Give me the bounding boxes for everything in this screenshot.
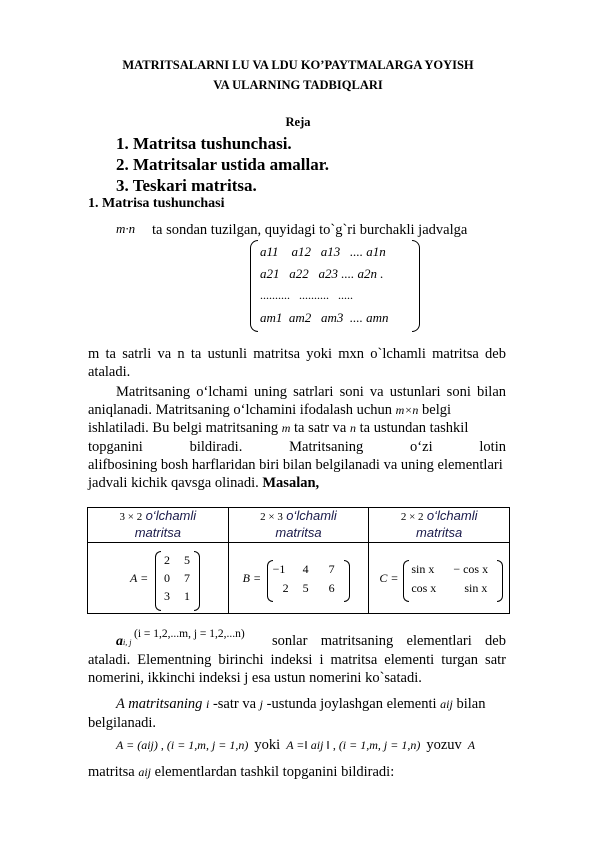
matrix-a-name: A = bbox=[130, 571, 149, 585]
right-paren bbox=[412, 240, 420, 332]
para1-line2: ataladi. bbox=[88, 364, 131, 380]
para2-line2: aniqlanadi. Matritsaning o‘lchamini ifodalash uchun m×n belgi bbox=[88, 402, 452, 418]
matrix-cell: 0 bbox=[164, 571, 170, 585]
matrix-cell: sin x bbox=[411, 562, 435, 576]
matrix-cell: 2 bbox=[282, 581, 289, 595]
section-heading: 1. Matrisa tushunchasi bbox=[88, 196, 225, 211]
matrix-cell: sin x bbox=[464, 581, 488, 595]
matrix-cell: 3 bbox=[164, 589, 170, 603]
plan-item-3: 3. Teskari matritsa. bbox=[116, 176, 257, 195]
para4-line1: A matritsaning i -satr va j -ustunda joylashgan elementi aij bilan bbox=[116, 696, 486, 712]
plan-item-2: 2. Matritsalar ustida amallar. bbox=[116, 155, 329, 174]
examples-table bbox=[87, 507, 510, 614]
intro-math: m·n bbox=[116, 221, 136, 236]
matrix-row-2: a21 a22 a23 .... a2n . bbox=[260, 266, 384, 281]
para2-line6: jadvali kichik qavsga olinadi. Masalan, bbox=[88, 475, 320, 491]
left-paren bbox=[155, 551, 161, 611]
example-matrix-a bbox=[88, 543, 229, 614]
para5-line1: A = (aij) , (i = 1,m, j = 1,n) yoki A =‖ aij ‖ , (i = 1,m, j = 1,n) yozuv A bbox=[116, 737, 476, 753]
para1-line1: m ta satrli va n ta ustunli matritsa yoki mxn o`lchamli matritsa deb bbox=[88, 346, 506, 362]
matrix-cell: 7 bbox=[184, 571, 190, 585]
general-matrix bbox=[250, 240, 420, 332]
para2-line5: alifbosining bosh harflaridan biri bilan belgilanadi va uning elementlari bbox=[88, 457, 503, 473]
left-paren bbox=[250, 240, 258, 332]
para2-line4: topganini bildiradi. Matritsaning o‘zi lotin bbox=[88, 439, 506, 455]
matrix-c-name: C = bbox=[379, 571, 399, 585]
para3-line2: ataladi. Elementning birinchi indeksi i matritsa elementi turgan satr bbox=[88, 652, 506, 668]
plan-heading: Reja bbox=[285, 115, 311, 129]
matrix-cell: − cos x bbox=[453, 562, 489, 576]
matrix-cell: 5 bbox=[302, 581, 309, 595]
right-paren bbox=[497, 560, 503, 602]
matrix-cell: 1 bbox=[184, 589, 190, 603]
matrix-row-4: am1 am2 am3 .... amn bbox=[260, 310, 389, 325]
matrix-row-3: .......... .......... ..... bbox=[260, 288, 353, 302]
example-header-1: 3 × 2 o‘lchamli matritsa bbox=[88, 508, 229, 543]
intro-text: ta sondan tuzilgan, quyidagi to`g`ri burchakli jadvalga bbox=[152, 222, 468, 238]
para2-line3: ishlatiladi. Bu belgi matritsaning m ta satr va n ta ustundan tashkil bbox=[88, 420, 469, 436]
example-matrix-c bbox=[369, 543, 510, 614]
document-title-line2: VA ULARNING TADBIQLARI bbox=[213, 78, 383, 92]
para5-line2: matritsa aij elementlardan tashkil topganini bildiradi: bbox=[88, 764, 395, 780]
element-symbol: ai, j bbox=[116, 634, 132, 649]
left-paren bbox=[403, 560, 409, 602]
para2-line1: Matritsaning o‘lchami uning satrlari soni va ustunlari soni bilan bbox=[116, 384, 506, 400]
para4-line2: belgilanadi. bbox=[88, 715, 157, 731]
matrix-cell: −1 bbox=[272, 562, 286, 576]
matrix-cell: 5 bbox=[184, 553, 190, 567]
matrix-cell: 6 bbox=[328, 581, 335, 595]
matrix-cell: 7 bbox=[328, 562, 335, 576]
example-matrix-b bbox=[228, 543, 369, 614]
matrix-row-1: a11 a12 a13 .... a1n bbox=[260, 244, 386, 259]
right-paren bbox=[194, 551, 200, 611]
matrix-b-name: B = bbox=[242, 571, 262, 585]
example-header-2: 2 × 3 o‘lchamli matritsa bbox=[228, 508, 369, 543]
document-title-line1: MATRITSALARNI LU VA LDU KO’PAYTMALARGA YOYISH bbox=[122, 58, 474, 72]
index-range: (i = 1,2,...m, j = 1,2,...n) bbox=[134, 628, 245, 640]
matrix-cell: cos x bbox=[411, 581, 437, 595]
example-header-3: 2 × 2 o‘lchamli matritsa bbox=[369, 508, 510, 543]
matrix-cell: 2 bbox=[164, 553, 170, 567]
matrix-cell: 4 bbox=[302, 562, 309, 576]
plan-item-1: 1. Matritsa tushunchasi. bbox=[116, 134, 292, 153]
para3-line3: nomerini, ikkinchi indeksi j esa ustun nomerini ko`satadi. bbox=[88, 670, 422, 686]
para3-line1: sonlar matritsaning elementlari deb bbox=[272, 633, 506, 649]
right-paren bbox=[344, 560, 350, 602]
